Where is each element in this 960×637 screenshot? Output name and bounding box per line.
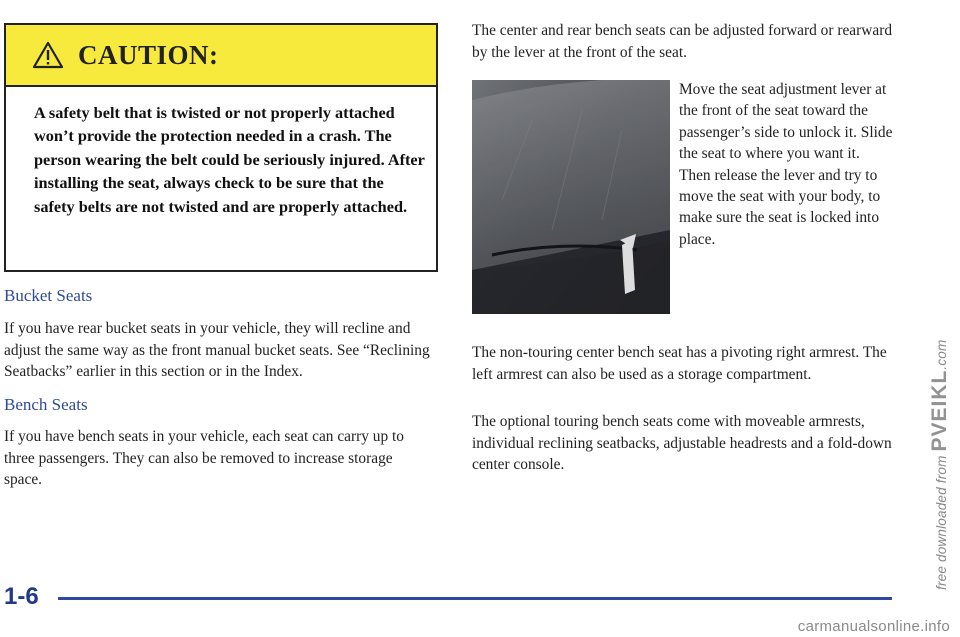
seat-lever-photo (472, 80, 670, 314)
adjust-intro-text: The center and rear bench seats can be adjusted forward or rearward by the lever at the front of the seat. (472, 22, 893, 61)
watermark (928, 339, 952, 590)
footer-rule (58, 597, 892, 600)
bench-seats-text: If you have bench seats in your vehicle, each seat can carry up to three passengers. They can also be removed to increase storage space. (4, 428, 404, 488)
lever-instructions-text: Move the seat adjustment lever at the front of the seat toward the passenger’s side to unlock it. Slide the seat to where you want it. Then release the lever and try to move the seat with your body, to make sure the seat is locked into place. (679, 81, 893, 248)
caution-title: CAUTION: (78, 39, 219, 70)
touring-bench-text: The optional touring bench seats come with moveable armrests, individual reclining seatbacks, adjustable headrests and a fold-down center console. (472, 413, 892, 473)
warning-triangle-icon (32, 41, 64, 69)
watermark-prefix: free downloaded from (934, 455, 949, 590)
watermark-url: carmanualsonline.info (797, 618, 950, 635)
caution-header (6, 25, 436, 87)
caution-text: A safety belt that is twisted or not properly attached won’t provide the protection needed in a crash. The person wearing the belt could be seriously injured. After installing the seat, always check to be sure that the safety belts are not twisted and are properly attached. (34, 103, 425, 216)
watermark-suffix: .com (934, 339, 949, 370)
caution-box (4, 23, 438, 272)
watermark-brand: PVEIKL (928, 369, 951, 452)
bucket-seats-heading: Bucket Seats (4, 286, 93, 305)
page-number: 1-6 (4, 583, 39, 610)
bench-seats-heading: Bench Seats (4, 395, 88, 414)
pivoting-armrest-text: The non-touring center bench seat has a pivoting right armrest. The left armrest can also be used as a storage compartment. (472, 344, 887, 383)
bucket-seats-text: If you have rear bucket seats in your vehicle, they will recline and adjust the same way as the front manual bucket seats. See “Reclining Seatbacks” earlier in this section or in the Index. (4, 320, 430, 380)
